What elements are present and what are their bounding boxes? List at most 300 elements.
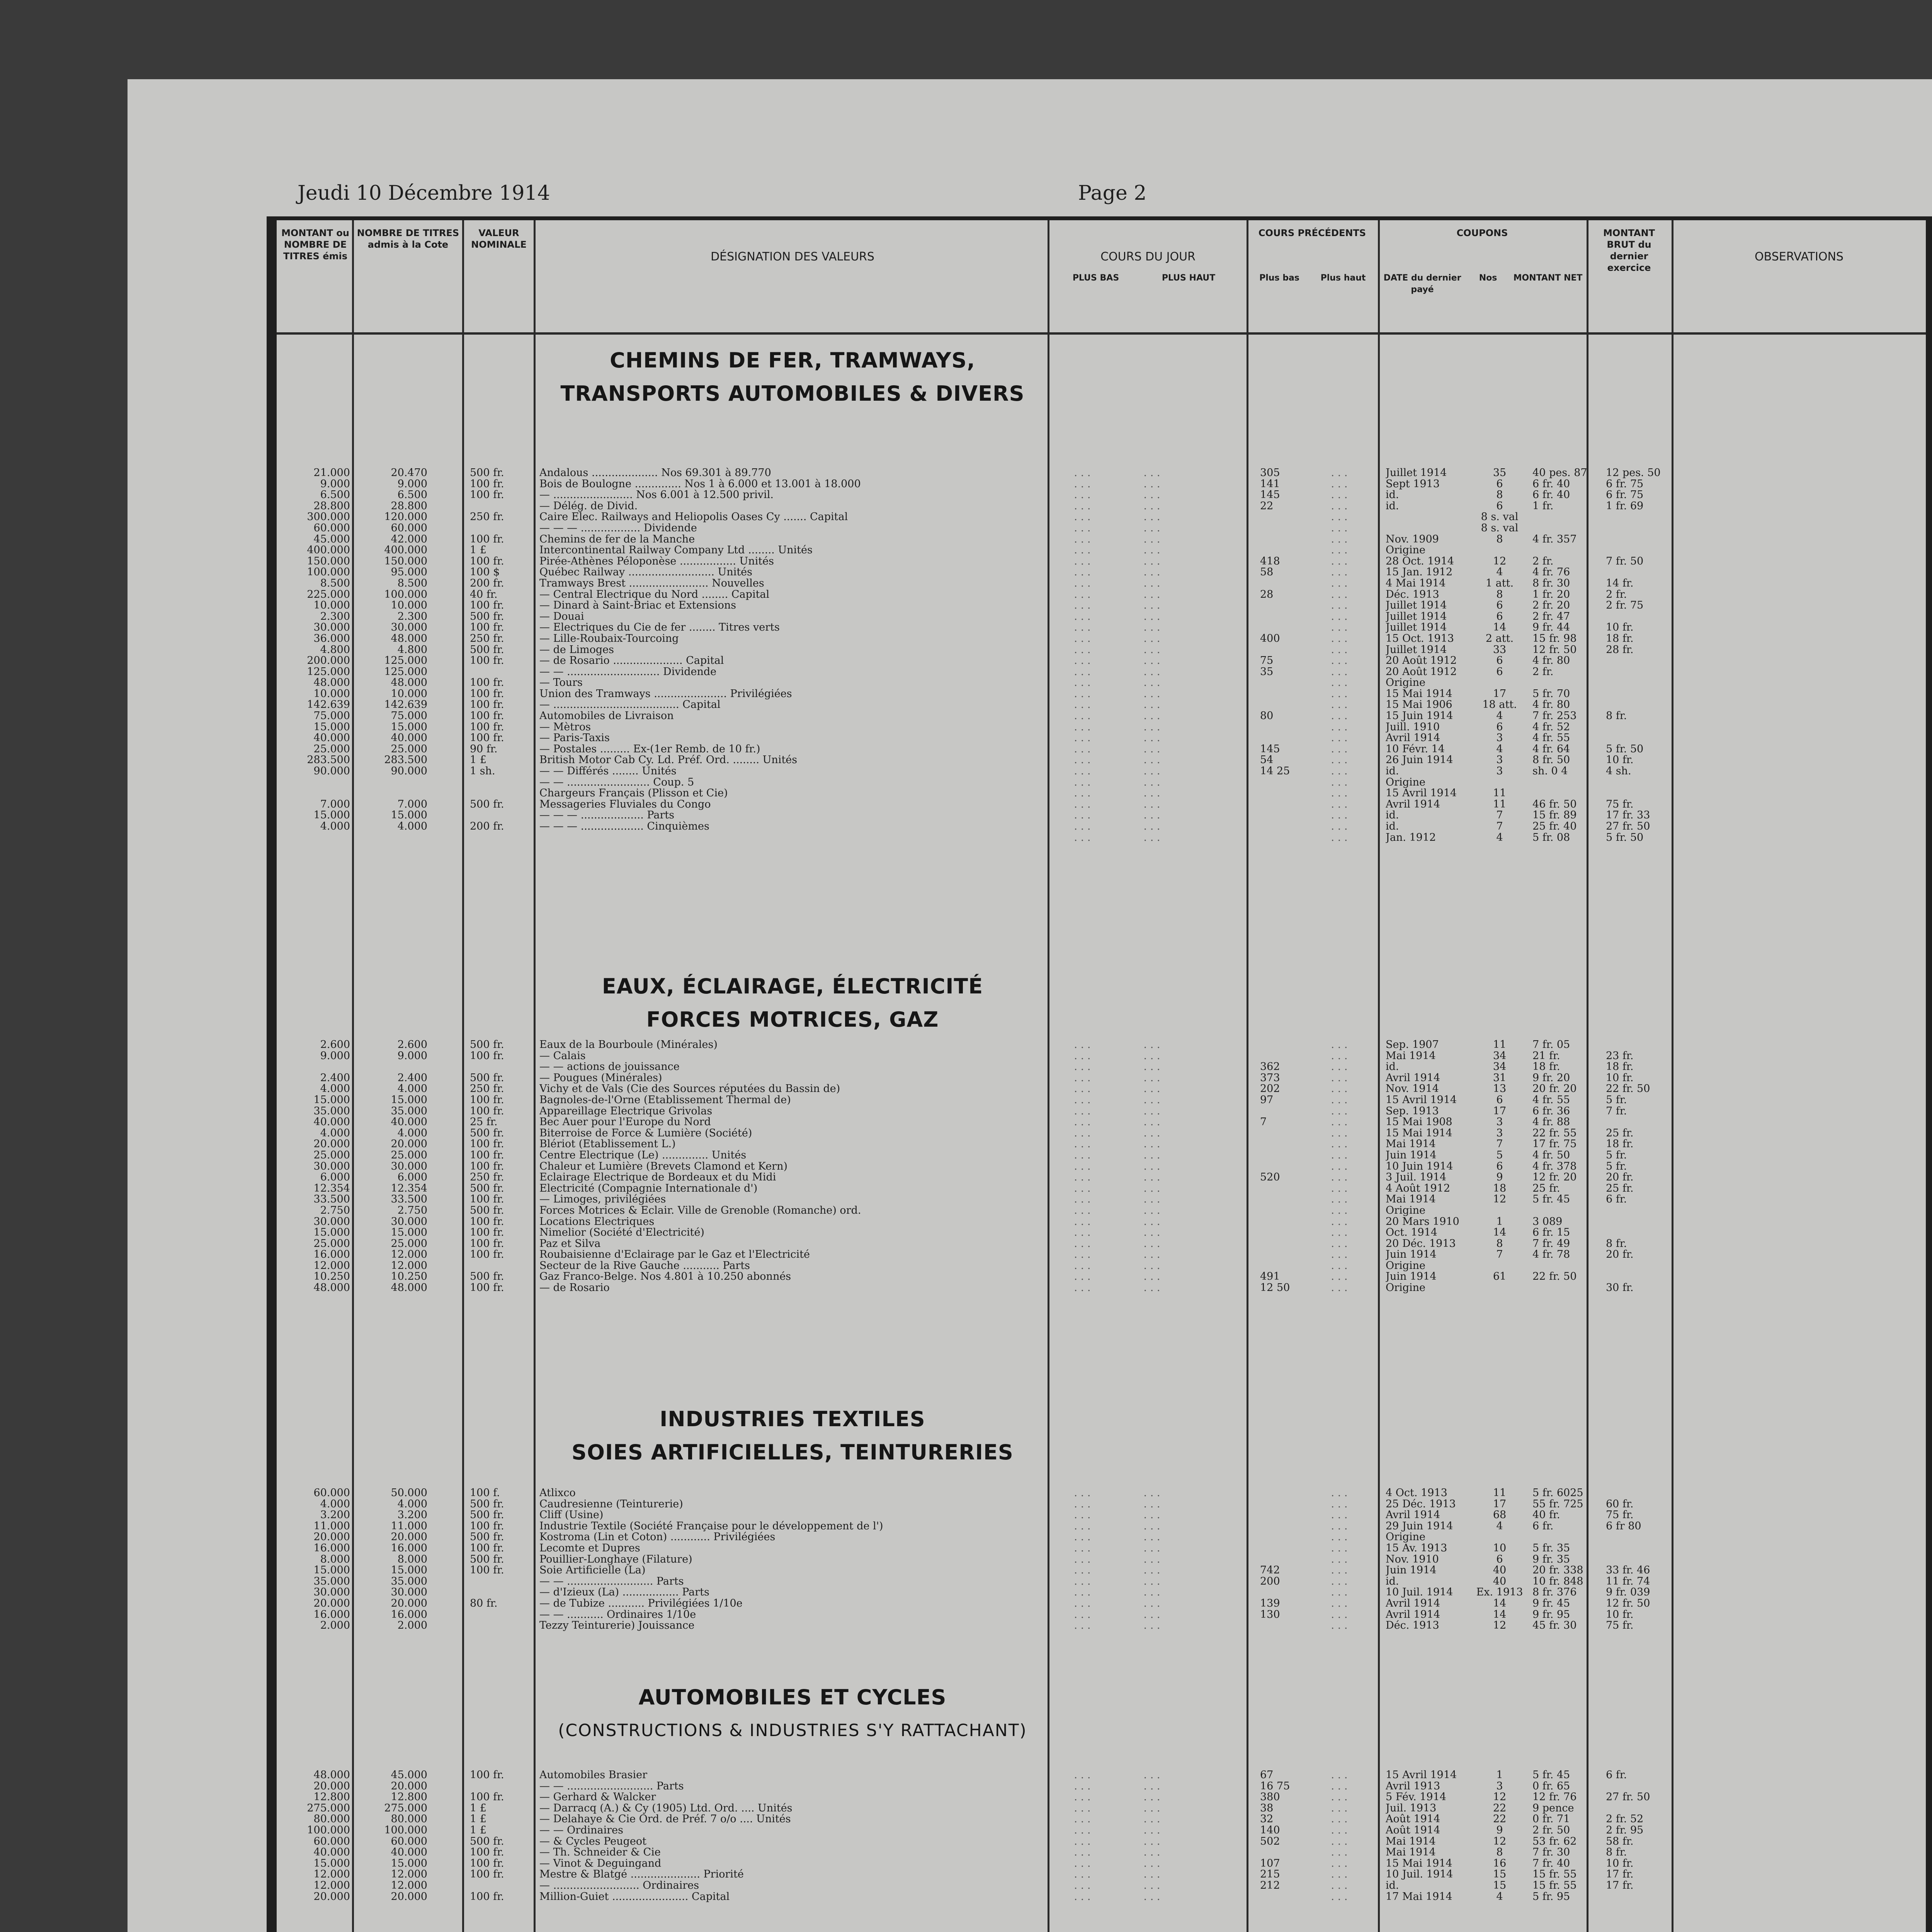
cell-coupon-net: 21 fr. bbox=[1532, 1050, 1560, 1062]
section-subtitle-line: SOIES ARTIFICIELLES, TEINTURERIES bbox=[571, 1440, 1014, 1464]
table-row bbox=[277, 1565, 1926, 1576]
cell-admis: 20.000 bbox=[391, 1598, 427, 1609]
cell-emis: 25.000 bbox=[313, 1238, 350, 1250]
cell-coupon-net: 15 fr. 89 bbox=[1532, 810, 1577, 821]
cell-designation: — — actions de jouissance bbox=[539, 1061, 680, 1073]
cell-prec-bas: 97 bbox=[1260, 1094, 1274, 1106]
cell-cours-jour-bas: . . . bbox=[1074, 743, 1091, 755]
cell-coupon-net: 6 fr. 15 bbox=[1532, 1227, 1570, 1238]
col-cours-precedents: COURS PRÉCÉDENTS bbox=[1258, 228, 1366, 238]
cell-cours-jour-bas: . . . bbox=[1074, 490, 1091, 501]
cell-designation: — — .......................... Parts bbox=[539, 1576, 684, 1587]
cell-admis: 12.000 bbox=[391, 1880, 427, 1891]
cell-prec-bas: 215 bbox=[1260, 1869, 1280, 1880]
cell-emis: 12.000 bbox=[313, 1880, 350, 1891]
col-montant-brut: MONTANT BRUT du dernier exercice bbox=[1603, 228, 1655, 273]
cell-cours-jour-haut: . . . bbox=[1143, 611, 1160, 622]
col-designation: DÉSIGNATION DES VALEURS bbox=[711, 250, 874, 264]
cell-nominal: 100 fr. bbox=[470, 1194, 504, 1205]
cell-coupon-date: Origine bbox=[1386, 777, 1425, 788]
cell-prec-haut: . . . bbox=[1331, 810, 1348, 821]
cell-designation: — ...................................... Capital bbox=[539, 699, 721, 711]
cell-coupon-date: Juin 1914 bbox=[1386, 1271, 1437, 1283]
cell-cours-jour-bas: . . . bbox=[1074, 1587, 1091, 1598]
cell-cours-jour-bas: . . . bbox=[1074, 788, 1091, 799]
cell-coupon-date: Juillet 1914 bbox=[1386, 644, 1447, 656]
cell-prec-haut: . . . bbox=[1331, 1770, 1348, 1781]
cell-coupon-date: 15 Jan. 1912 bbox=[1386, 567, 1453, 578]
cell-designation: Biterroise de Force & Lumière (Société) bbox=[539, 1128, 752, 1139]
cell-prec-bas: 400 bbox=[1260, 633, 1280, 645]
cell-designation: — Douai bbox=[539, 611, 584, 622]
table-row bbox=[277, 633, 1926, 645]
cell-designation: — — — .................. Dividende bbox=[539, 522, 697, 534]
cell-cours-jour-bas: . . . bbox=[1074, 1183, 1091, 1194]
cell-emis: 75.000 bbox=[313, 711, 350, 722]
cell-cours-jour-haut: . . . bbox=[1143, 711, 1160, 722]
cell-coupon-date: Déc. 1913 bbox=[1386, 1620, 1439, 1631]
cell-prec-bas: 54 bbox=[1260, 755, 1274, 766]
cell-cours-jour-bas: . . . bbox=[1074, 799, 1091, 810]
cell-emis: 2.600 bbox=[320, 1039, 350, 1051]
cell-emis: 8.500 bbox=[320, 578, 350, 589]
cell-admis: 9.000 bbox=[397, 1050, 427, 1062]
cell-montant-brut: 27 fr. 50 bbox=[1606, 1792, 1650, 1803]
cell-emis: 60.000 bbox=[313, 522, 350, 534]
cell-coupon-numero: 6 bbox=[1496, 600, 1503, 611]
cell-cours-jour-haut: . . . bbox=[1143, 1172, 1160, 1183]
cell-admis: 25.000 bbox=[391, 743, 427, 755]
cell-coupon-date: Mai 1914 bbox=[1386, 1194, 1436, 1205]
cell-cours-jour-bas: . . . bbox=[1074, 567, 1091, 578]
table-row bbox=[277, 766, 1926, 777]
cell-cours-jour-bas: . . . bbox=[1074, 1836, 1091, 1847]
table-row bbox=[277, 1587, 1926, 1598]
cell-montant-brut: 23 fr. bbox=[1606, 1050, 1634, 1062]
cell-prec-haut: . . . bbox=[1331, 766, 1348, 777]
cell-montant-brut: 7 fr. bbox=[1606, 1105, 1627, 1117]
cell-nominal: 500 fr. bbox=[470, 799, 504, 810]
cell-designation: — Dinard à Saint-Briac et Extensions bbox=[539, 600, 736, 611]
cell-coupon-net: 7 fr. 05 bbox=[1532, 1039, 1570, 1051]
cell-designation: Automobiles Brasier bbox=[539, 1770, 648, 1781]
cell-emis: 15.000 bbox=[313, 721, 350, 733]
cell-designation: Paz et Silva bbox=[539, 1238, 601, 1250]
cell-coupon-numero: 7 bbox=[1496, 810, 1503, 821]
cell-coupon-numero: 8 bbox=[1496, 1238, 1503, 1250]
cell-coupon-net: 15 fr. 55 bbox=[1532, 1869, 1577, 1880]
table-row bbox=[277, 567, 1926, 578]
cell-designation: Centre Electrique (Le) .............. Unités bbox=[539, 1150, 747, 1161]
cell-coupon-date: Mai 1914 bbox=[1386, 1050, 1436, 1062]
cell-nominal: 80 fr. bbox=[470, 1598, 498, 1609]
cell-emis: 60.000 bbox=[313, 1488, 350, 1499]
cell-admis: 40.000 bbox=[391, 1117, 427, 1128]
cell-admis: 95.000 bbox=[391, 567, 427, 578]
cell-prec-haut: . . . bbox=[1331, 1050, 1348, 1062]
cell-prec-haut: . . . bbox=[1331, 1094, 1348, 1106]
cell-cours-jour-haut: . . . bbox=[1143, 1488, 1160, 1499]
table-row bbox=[277, 545, 1926, 556]
cell-prec-haut: . . . bbox=[1331, 1880, 1348, 1891]
cell-nominal: 100 fr. bbox=[470, 534, 504, 545]
cell-cours-jour-bas: . . . bbox=[1074, 832, 1091, 844]
cell-coupon-net: 12 fr. 76 bbox=[1532, 1792, 1577, 1803]
cell-designation: — .......................... Ordinaires bbox=[539, 1880, 699, 1891]
cell-cours-jour-bas: . . . bbox=[1074, 1205, 1091, 1216]
cell-prec-bas: 200 bbox=[1260, 1576, 1280, 1587]
cell-montant-brut: 17 fr. bbox=[1606, 1869, 1634, 1880]
cell-cours-jour-bas: . . . bbox=[1074, 534, 1091, 545]
cell-coupon-numero: 4 bbox=[1496, 743, 1503, 755]
cell-prec-haut: . . . bbox=[1331, 522, 1348, 534]
cell-cours-jour-bas: . . . bbox=[1074, 1083, 1091, 1095]
cell-admis: 283.500 bbox=[384, 755, 427, 766]
cell-cours-jour-bas: . . . bbox=[1074, 1227, 1091, 1238]
table-row bbox=[277, 468, 1926, 479]
cell-prec-haut: . . . bbox=[1331, 1520, 1348, 1532]
cell-prec-haut: . . . bbox=[1331, 556, 1348, 567]
cell-prec-haut: . . . bbox=[1331, 1172, 1348, 1183]
cell-admis: 16.000 bbox=[391, 1609, 427, 1621]
cell-nominal: 40 fr. bbox=[470, 589, 498, 600]
cell-montant-brut: 9 fr. 039 bbox=[1606, 1587, 1650, 1598]
cell-cours-jour-haut: . . . bbox=[1143, 633, 1160, 645]
cell-coupon-date: Avril 1914 bbox=[1386, 1510, 1440, 1521]
cell-designation: — — ......................... Coup. 5 bbox=[539, 777, 694, 788]
cell-nominal: 100 fr. bbox=[470, 1216, 504, 1228]
cell-coupon-date: id. bbox=[1386, 810, 1399, 821]
cell-coupon-net: 2 fr. bbox=[1532, 666, 1554, 678]
cell-coupon-numero: 4 bbox=[1496, 832, 1503, 844]
cell-cours-jour-haut: . . . bbox=[1143, 666, 1160, 678]
cell-nominal: 500 fr. bbox=[470, 1039, 504, 1051]
table-row bbox=[277, 1238, 1926, 1250]
cell-designation: Nimelior (Société d'Electricité) bbox=[539, 1227, 704, 1238]
cell-cours-jour-bas: . . . bbox=[1074, 1891, 1091, 1903]
cell-nominal: 100 fr. bbox=[470, 478, 504, 490]
col-coupons: COUPONS bbox=[1456, 228, 1508, 238]
cell-nominal: 500 fr. bbox=[470, 1532, 504, 1543]
cell-cours-jour-bas: . . . bbox=[1074, 810, 1091, 821]
cell-admis: 4.000 bbox=[397, 1083, 427, 1095]
cell-admis: 2.300 bbox=[397, 611, 427, 622]
cell-cours-jour-bas: . . . bbox=[1074, 512, 1091, 523]
cell-coupon-date: Origine bbox=[1386, 1282, 1425, 1294]
cell-coupon-numero: 7 bbox=[1496, 1249, 1503, 1260]
cell-emis: 4.800 bbox=[320, 644, 350, 656]
cell-designation: Bec Auer pour l'Europe du Nord bbox=[539, 1117, 711, 1128]
cell-coupon-numero: 4 bbox=[1496, 1520, 1503, 1532]
cell-coupon-date: 4 Mai 1914 bbox=[1386, 578, 1446, 589]
cell-emis: 10.000 bbox=[313, 600, 350, 611]
cell-emis: 30.000 bbox=[313, 1587, 350, 1598]
cell-coupon-net: 2 fr. 50 bbox=[1532, 1825, 1570, 1836]
cell-emis: 2.000 bbox=[320, 1620, 350, 1631]
cell-nominal: 250 fr. bbox=[470, 633, 504, 645]
table-row bbox=[277, 1869, 1926, 1880]
cell-coupon-numero: 8 bbox=[1496, 589, 1503, 600]
cell-prec-haut: . . . bbox=[1331, 1161, 1348, 1172]
cell-prec-haut: . . . bbox=[1331, 1587, 1348, 1598]
cell-prec-haut: . . . bbox=[1331, 1216, 1348, 1228]
cell-designation: Secteur de la Rive Gauche ........... Parts bbox=[539, 1260, 750, 1272]
cell-coupon-date: Origine bbox=[1386, 545, 1425, 556]
cell-prec-bas: 58 bbox=[1260, 567, 1274, 578]
cell-cours-jour-haut: . . . bbox=[1143, 1498, 1160, 1510]
cell-emis: 7.000 bbox=[320, 799, 350, 810]
cell-cours-jour-haut: . . . bbox=[1143, 1271, 1160, 1283]
cell-nominal: 500 fr. bbox=[470, 1554, 504, 1565]
cell-montant-brut: 6 fr. 75 bbox=[1606, 490, 1644, 501]
cell-coupon-date: Origine bbox=[1386, 1205, 1425, 1216]
cell-montant-brut: 5 fr. bbox=[1606, 1161, 1627, 1172]
cell-coupon-net: 1 fr. 20 bbox=[1532, 589, 1570, 600]
cell-coupon-date: Avril 1914 bbox=[1386, 1072, 1440, 1084]
cell-cours-jour-haut: . . . bbox=[1143, 589, 1160, 600]
cell-prec-haut: . . . bbox=[1331, 1139, 1348, 1150]
cell-emis: 12.800 bbox=[313, 1792, 350, 1803]
cell-coupon-numero: 3 bbox=[1496, 1781, 1503, 1792]
cell-prec-haut: . . . bbox=[1331, 1847, 1348, 1858]
cell-nominal: 1 £ bbox=[470, 1814, 486, 1825]
cell-designation: — — — ................... Parts bbox=[539, 810, 675, 821]
cell-nominal: 100 fr. bbox=[470, 1094, 504, 1106]
cell-prec-haut: . . . bbox=[1331, 799, 1348, 810]
cell-montant-brut: 75 fr. bbox=[1606, 1510, 1634, 1521]
cell-coupon-numero: 3 bbox=[1496, 1117, 1503, 1128]
table-row bbox=[277, 1554, 1926, 1565]
cell-designation: — de Tubize ........... Privilégiées 1/10e bbox=[539, 1598, 743, 1609]
cell-cours-jour-haut: . . . bbox=[1143, 1781, 1160, 1792]
cell-coupon-date: id. bbox=[1386, 1576, 1399, 1587]
cell-designation: Caire Elec. Railways and Heliopolis Oases Cy ....... Capital bbox=[539, 512, 848, 523]
cell-coupon-date: 15 Mai 1906 bbox=[1386, 699, 1452, 711]
cell-cours-jour-bas: . . . bbox=[1074, 1161, 1091, 1172]
cell-prec-haut: . . . bbox=[1331, 500, 1348, 512]
cell-emis: 20.000 bbox=[313, 1891, 350, 1903]
cell-prec-bas: 141 bbox=[1260, 478, 1280, 490]
cell-emis: 300.000 bbox=[307, 512, 350, 523]
cell-nominal: 200 fr. bbox=[470, 821, 504, 832]
cell-coupon-date: 10 Juil. 1914 bbox=[1386, 1587, 1453, 1598]
table-row bbox=[277, 1521, 1926, 1532]
cell-coupon-date: Sep. 1907 bbox=[1386, 1039, 1439, 1051]
cell-emis: 12.354 bbox=[313, 1183, 350, 1194]
cell-montant-brut: 8 fr. bbox=[1606, 1847, 1627, 1858]
cell-cours-jour-bas: . . . bbox=[1074, 644, 1091, 656]
table-row bbox=[277, 556, 1926, 567]
cell-cours-jour-haut: . . . bbox=[1143, 1117, 1160, 1128]
cell-coupon-numero: 8 s. val bbox=[1481, 512, 1519, 523]
table-row bbox=[277, 788, 1926, 799]
cell-emis: 48.000 bbox=[313, 1770, 350, 1781]
cell-emis: 15.000 bbox=[313, 1858, 350, 1869]
cell-admis: 15.000 bbox=[391, 1565, 427, 1576]
cell-coupon-net: 6 fr. 40 bbox=[1532, 490, 1570, 501]
cell-cours-jour-bas: . . . bbox=[1074, 1532, 1091, 1543]
cell-designation: Kostroma (Lin et Coton) ............ Privilégiées bbox=[539, 1532, 776, 1543]
cell-cours-jour-haut: . . . bbox=[1143, 1105, 1160, 1117]
table-row bbox=[277, 1183, 1926, 1194]
cell-prec-haut: . . . bbox=[1331, 567, 1348, 578]
table-row bbox=[277, 1039, 1926, 1051]
cell-coupon-numero: 12 bbox=[1493, 556, 1507, 567]
cell-prec-bas: 502 bbox=[1260, 1836, 1280, 1847]
cell-cours-jour-haut: . . . bbox=[1143, 733, 1160, 744]
table-row bbox=[277, 1061, 1926, 1073]
cell-emis: 28.800 bbox=[313, 500, 350, 512]
cell-nominal: 100 fr. bbox=[470, 1520, 504, 1532]
cell-prec-haut: . . . bbox=[1331, 1891, 1348, 1903]
cell-cours-jour-bas: . . . bbox=[1074, 1271, 1091, 1283]
cell-designation: Caudresienne (Teinturerie) bbox=[539, 1498, 683, 1510]
table-row bbox=[277, 1227, 1926, 1238]
cell-emis: 45.000 bbox=[313, 534, 350, 545]
cell-admis: 8.000 bbox=[397, 1554, 427, 1565]
cell-emis: 225.000 bbox=[307, 589, 350, 600]
cell-coupon-date: Mai 1914 bbox=[1386, 1836, 1436, 1847]
table-row bbox=[277, 799, 1926, 810]
cell-cours-jour-bas: . . . bbox=[1074, 1880, 1091, 1891]
cell-cours-jour-haut: . . . bbox=[1143, 1039, 1160, 1051]
cell-prec-haut: . . . bbox=[1331, 1620, 1348, 1631]
cell-cours-jour-haut: . . . bbox=[1143, 1880, 1160, 1891]
cell-emis: 25.000 bbox=[313, 1150, 350, 1161]
cell-prec-haut: . . . bbox=[1331, 1858, 1348, 1869]
cell-cours-jour-haut: . . . bbox=[1143, 1094, 1160, 1106]
table-row bbox=[277, 1576, 1926, 1587]
cell-coupon-numero: 8 bbox=[1496, 1847, 1503, 1858]
cell-cours-jour-haut: . . . bbox=[1143, 1792, 1160, 1803]
cell-cours-jour-bas: . . . bbox=[1074, 1814, 1091, 1825]
cell-designation: Industrie Textile (Société Française pour le développement de l') bbox=[539, 1520, 883, 1532]
cell-cours-jour-haut: . . . bbox=[1143, 1598, 1160, 1609]
cell-designation: Chargeurs Français (Plisson et Cie) bbox=[539, 788, 728, 799]
cell-prec-haut: . . . bbox=[1331, 1554, 1348, 1565]
cell-montant-brut: 6 fr 80 bbox=[1606, 1520, 1641, 1532]
cell-cours-jour-haut: . . . bbox=[1143, 512, 1160, 523]
cell-admis: 25.000 bbox=[391, 1150, 427, 1161]
cell-nominal: 100 fr. bbox=[470, 1249, 504, 1260]
cell-emis: 40.000 bbox=[313, 1117, 350, 1128]
cell-cours-jour-haut: . . . bbox=[1143, 500, 1160, 512]
cell-cours-jour-haut: . . . bbox=[1143, 545, 1160, 556]
cell-montant-brut: 2 fr. 95 bbox=[1606, 1825, 1644, 1836]
cell-prec-haut: . . . bbox=[1331, 1083, 1348, 1095]
cell-coupon-date: 15 Mai 1908 bbox=[1386, 1117, 1452, 1128]
cell-designation: Lecomte et Dupres bbox=[539, 1543, 640, 1554]
cell-designation: Million-Guiet ....................... Capital bbox=[539, 1891, 730, 1903]
cell-cours-jour-bas: . . . bbox=[1074, 1609, 1091, 1621]
cell-prec-haut: . . . bbox=[1331, 545, 1348, 556]
cell-designation: Chemins de fer de la Manche bbox=[539, 534, 695, 545]
cell-emis: 150.000 bbox=[307, 556, 350, 567]
cell-cours-jour-bas: . . . bbox=[1074, 478, 1091, 490]
cell-coupon-net: 6 fr. 36 bbox=[1532, 1105, 1570, 1117]
cell-emis: 16.000 bbox=[313, 1249, 350, 1260]
cell-cours-jour-haut: . . . bbox=[1143, 556, 1160, 567]
cell-cours-jour-bas: . . . bbox=[1074, 699, 1091, 711]
cell-prec-haut: . . . bbox=[1331, 1150, 1348, 1161]
table-row bbox=[277, 1543, 1926, 1554]
cell-cours-jour-bas: . . . bbox=[1074, 1150, 1091, 1161]
cell-montant-brut: 75 fr. bbox=[1606, 799, 1634, 810]
cell-coupon-date: Jan. 1912 bbox=[1386, 832, 1436, 844]
cell-cours-jour-haut: . . . bbox=[1143, 522, 1160, 534]
cell-designation: British Motor Cab Cy. Ld. Préf. Ord. ........ Unités bbox=[539, 755, 798, 766]
cell-emis: 4.000 bbox=[320, 1083, 350, 1095]
cell-designation: Appareillage Electrique Grivolas bbox=[539, 1105, 713, 1117]
section-title-line: CHEMINS DE FER, TRAMWAYS, bbox=[610, 348, 975, 372]
cell-coupon-date: Sep. 1913 bbox=[1386, 1105, 1439, 1117]
cell-nominal: 100 fr. bbox=[470, 1858, 504, 1869]
cell-coupon-net: 53 fr. 62 bbox=[1532, 1836, 1577, 1847]
cell-prec-haut: . . . bbox=[1331, 1825, 1348, 1836]
cell-cours-jour-bas: . . . bbox=[1074, 1858, 1091, 1869]
cell-coupon-numero: 18 bbox=[1493, 1183, 1507, 1194]
cell-nominal: 100 fr. bbox=[470, 1150, 504, 1161]
table-row bbox=[277, 479, 1926, 490]
cell-coupon-net: 8 fr. 50 bbox=[1532, 755, 1570, 766]
cell-designation: — Central Electrique du Nord ........ Capital bbox=[539, 589, 770, 600]
cell-cours-jour-bas: . . . bbox=[1074, 522, 1091, 534]
cell-prec-bas: 742 bbox=[1260, 1565, 1280, 1576]
cell-coupon-numero: 7 bbox=[1496, 1139, 1503, 1150]
cell-prec-bas: 130 bbox=[1260, 1609, 1280, 1621]
cell-coupon-numero: 6 bbox=[1496, 1554, 1503, 1565]
cell-cours-jour-bas: . . . bbox=[1074, 1488, 1091, 1499]
cell-coupon-date: Oct. 1914 bbox=[1386, 1227, 1437, 1238]
cell-emis: 16.000 bbox=[313, 1609, 350, 1621]
cell-emis: 80.000 bbox=[313, 1814, 350, 1825]
table-row bbox=[277, 1620, 1926, 1631]
section-title-line: INDUSTRIES TEXTILES bbox=[660, 1407, 925, 1431]
cell-coupon-net: 12 fr. 20 bbox=[1532, 1172, 1577, 1183]
cell-designation: — — ............................ Dividende bbox=[539, 666, 717, 678]
cell-cours-jour-bas: . . . bbox=[1074, 1847, 1091, 1858]
table-row bbox=[277, 1161, 1926, 1172]
cell-emis: 4.000 bbox=[320, 1498, 350, 1510]
cell-prec-haut: . . . bbox=[1331, 821, 1348, 832]
cell-cours-jour-haut: . . . bbox=[1143, 644, 1160, 656]
table-row bbox=[277, 578, 1926, 589]
col-numero: Nos bbox=[1479, 273, 1497, 283]
table-row bbox=[277, 589, 1926, 600]
cell-designation: — Paris-Taxis bbox=[539, 733, 610, 744]
cell-coupon-date: Mai 1914 bbox=[1386, 1139, 1436, 1150]
cell-designation: Union des Tramways ...................... Privilégiées bbox=[539, 688, 792, 700]
cell-coupon-numero: 22 bbox=[1493, 1814, 1507, 1825]
cell-emis: 20.000 bbox=[313, 1598, 350, 1609]
cell-prec-haut: . . . bbox=[1331, 1565, 1348, 1576]
cell-designation: — Calais bbox=[539, 1050, 586, 1062]
cell-designation: — Mètros bbox=[539, 721, 591, 733]
cell-nominal: 100 fr. bbox=[470, 1847, 504, 1858]
cell-nominal: 100 fr. bbox=[470, 1891, 504, 1903]
cell-emis: 40.000 bbox=[313, 733, 350, 744]
cell-coupon-date: 20 Août 1912 bbox=[1386, 666, 1457, 678]
cell-cours-jour-bas: . . . bbox=[1074, 1249, 1091, 1260]
cell-montant-brut: 10 fr. bbox=[1606, 755, 1634, 766]
cell-cours-jour-bas: . . . bbox=[1074, 1498, 1091, 1510]
cell-prec-bas: 38 bbox=[1260, 1803, 1274, 1814]
cell-coupon-numero: 40 bbox=[1493, 1576, 1507, 1587]
cell-prec-haut: . . . bbox=[1331, 1609, 1348, 1621]
cell-prec-haut: . . . bbox=[1331, 1039, 1348, 1051]
cell-admis: 20.000 bbox=[391, 1891, 427, 1903]
cell-admis: 90.000 bbox=[391, 766, 427, 777]
